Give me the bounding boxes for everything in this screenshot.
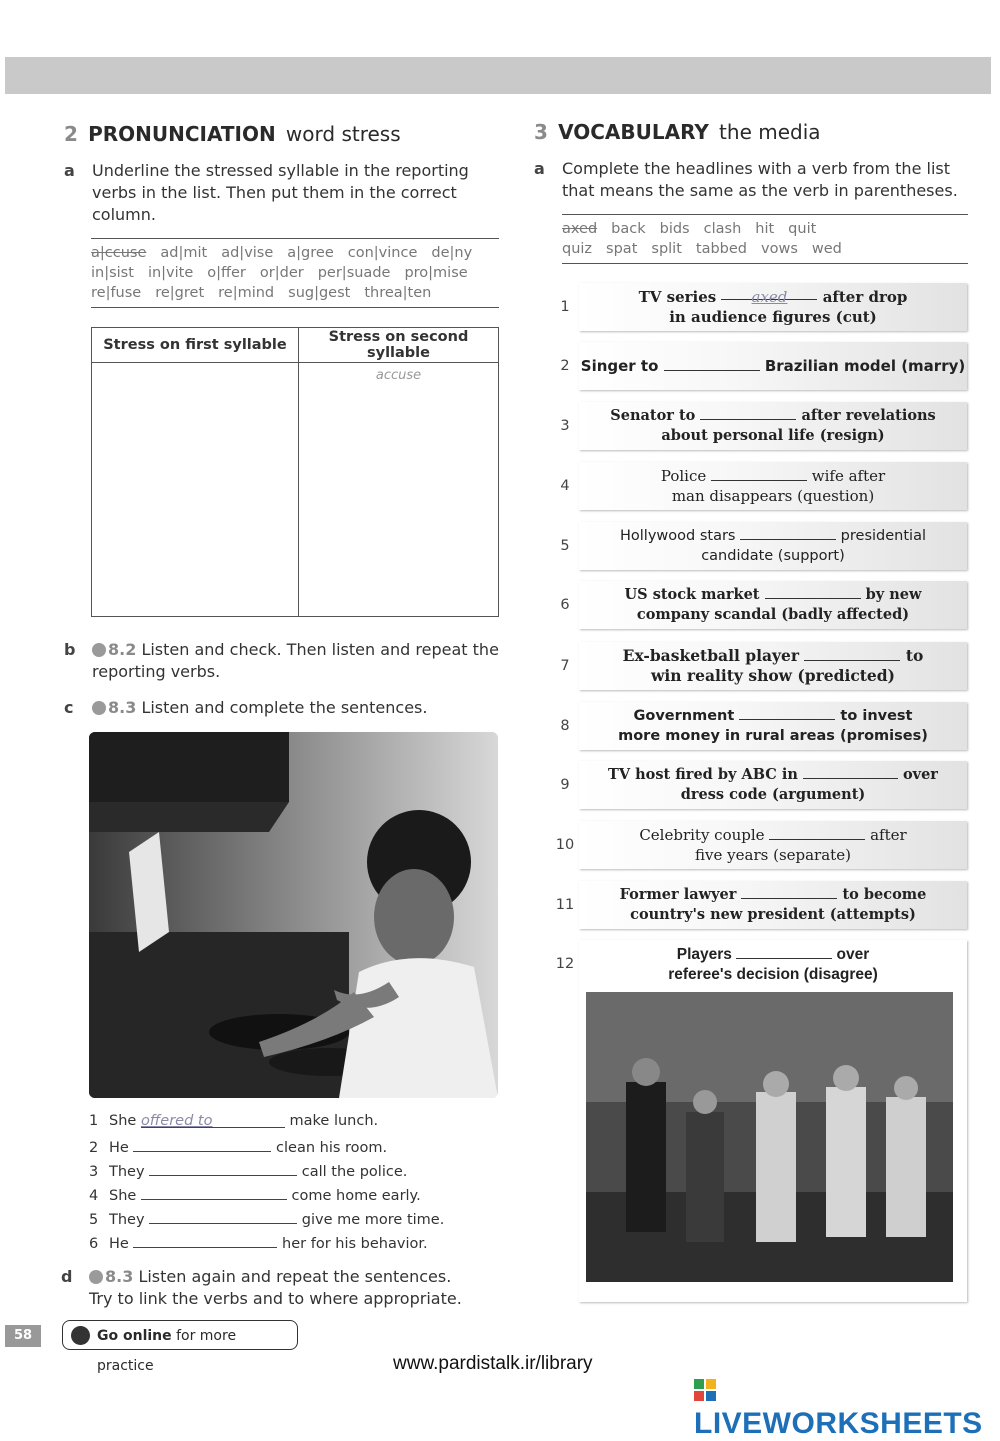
site-url[interactable]: www.pardistalk.ir/library	[393, 1353, 593, 1374]
headline-blank[interactable]	[739, 707, 835, 720]
instruction-2c	[64, 697, 502, 719]
example-word: accuse	[375, 368, 422, 383]
headline-end: Brazilian model (marry)	[759, 357, 966, 375]
cooking-photo	[89, 732, 498, 1098]
headline-blank[interactable]	[700, 407, 796, 420]
section-number: 3	[534, 120, 548, 144]
headline-number: 12	[555, 956, 575, 972]
item-letter: c	[64, 698, 74, 717]
go-online-button[interactable]	[62, 1320, 298, 1374]
verb-word[interactable]: a|ccuse	[91, 245, 147, 261]
sentence-item	[89, 1161, 444, 1185]
verb-word[interactable]: per|suade	[317, 265, 391, 281]
headline-line2: win reality show (predicted)	[651, 666, 895, 685]
col-first-syllable: Stress on first syllable	[92, 328, 299, 363]
item-letter: a	[64, 161, 75, 180]
verb-word[interactable]: or|der	[259, 265, 304, 281]
answer-blank[interactable]	[141, 1113, 285, 1128]
headline-card	[579, 642, 967, 690]
headline-blank[interactable]	[803, 766, 898, 779]
headline-card	[579, 761, 967, 809]
verb-word[interactable]: sug|gest	[288, 285, 351, 301]
football-photo	[586, 992, 953, 1282]
section-subtitle: word stress	[285, 122, 401, 146]
instruction-3a	[534, 158, 962, 202]
instruction-2a	[64, 160, 492, 226]
section-number: 2	[64, 122, 78, 146]
answer-blank[interactable]	[149, 1209, 297, 1224]
liveworksheets-icon	[694, 1379, 716, 1401]
col-second-syllable: Stress on second syllable	[299, 328, 499, 363]
headline-start: Hollywood stars	[620, 528, 741, 544]
section-subtitle: the media	[719, 120, 821, 144]
sentence-subject: She	[109, 1188, 141, 1204]
headline-number: 10	[555, 837, 575, 853]
go-online-label: Go online	[97, 1328, 172, 1344]
media-verb-word[interactable]: quit	[788, 221, 817, 237]
media-verbs-list	[562, 214, 968, 264]
headline-end: after revelations	[796, 407, 936, 424]
instruction-text: Listen and check. Then listen and repeat the reporting verbs.	[92, 640, 499, 681]
headline-card	[579, 402, 967, 450]
audio-icon[interactable]	[92, 643, 106, 657]
headline-number: 6	[560, 597, 570, 613]
sentence-rest: her for his behavior.	[277, 1236, 428, 1252]
media-verb-word[interactable]: quiz	[562, 241, 593, 257]
headline-end: presidential	[836, 528, 926, 544]
sentence-number: 5	[89, 1212, 99, 1228]
headline-card	[579, 462, 967, 510]
headline-card	[579, 522, 967, 570]
headline-start: TV host fired by ABC in	[608, 766, 803, 783]
headline-number: 9	[560, 777, 570, 793]
headline-start: Former lawyer	[619, 886, 742, 903]
woman-cooking-image	[89, 732, 498, 1098]
sentence-subject: He	[109, 1236, 134, 1252]
answer-blank[interactable]	[133, 1137, 271, 1152]
instruction-2d	[61, 1266, 509, 1310]
go-online-suffix: for more practice	[97, 1328, 237, 1374]
instruction-line2: Try to link the verbs and to where appropriate.	[89, 1289, 462, 1308]
instruction-text: Complete the headlines with a verb from the list that means the same as the verb in parentheses.	[562, 159, 958, 200]
headline-start: Government	[633, 708, 740, 724]
sentence-rest: clean his room.	[271, 1140, 388, 1156]
media-verb-word[interactable]: clash	[703, 221, 742, 237]
headline-number: 8	[560, 718, 570, 734]
verb-word[interactable]: a|gree	[287, 245, 334, 261]
sentence-item	[89, 1113, 444, 1137]
audio-track: 8.2	[108, 640, 137, 659]
media-verb-word[interactable]: vows	[761, 241, 798, 257]
headline-start: Police	[660, 467, 711, 485]
headline-line2: dress code (argument)	[680, 786, 866, 803]
top-banner	[5, 57, 991, 94]
audio-track: 8.3	[105, 1267, 134, 1286]
headline-blank[interactable]	[804, 648, 900, 661]
headline-blank[interactable]	[741, 886, 837, 899]
headline-line2: in audience figures (cut)	[669, 308, 877, 326]
headline-start: US stock market	[624, 586, 765, 603]
headline-line2: referee's decision (disagree)	[668, 966, 878, 983]
headline-end: wife after	[806, 467, 886, 485]
headline-start: Ex-basketball player	[622, 646, 805, 665]
answer-blank[interactable]	[141, 1185, 287, 1200]
verb-word[interactable]: o|ffer	[207, 265, 246, 281]
headline-blank[interactable]	[769, 827, 865, 840]
sentence-rest: give me more time.	[297, 1212, 445, 1228]
verb-word[interactable]: re|gret	[155, 285, 205, 301]
headline-start: Singer to	[580, 357, 664, 375]
headline-end: to become	[837, 886, 927, 903]
section-2-heading	[64, 122, 401, 146]
headline-blank[interactable]	[736, 946, 832, 959]
headline-start: Players	[676, 946, 737, 963]
verb-word[interactable]: in|vite	[147, 265, 194, 281]
sentence-subject: He	[109, 1140, 134, 1156]
headline-blank[interactable]	[664, 358, 760, 371]
page-number: 58	[5, 1325, 41, 1347]
headline-blank[interactable]	[711, 468, 807, 481]
cursor-icon	[71, 1326, 90, 1345]
headline-number: 11	[555, 897, 575, 913]
sentence-number: 2	[89, 1140, 99, 1156]
media-verb-word[interactable]: split	[651, 241, 682, 257]
sentence-number: 3	[89, 1164, 99, 1180]
item-letter: b	[64, 640, 76, 659]
headline-end: over	[832, 946, 870, 963]
headline-end: to invest	[835, 708, 913, 724]
instruction-2b	[64, 639, 502, 683]
headline-card	[579, 940, 967, 990]
headline-start: Senator to	[610, 407, 701, 424]
sentence-subject: They	[109, 1164, 150, 1180]
headline-end: to	[900, 646, 924, 665]
sentence-item	[89, 1137, 444, 1161]
instruction-text: Listen and complete the sentences.	[141, 698, 428, 717]
headline-blank[interactable]	[721, 287, 817, 306]
headline-line2: more money in rural areas (promises)	[618, 728, 928, 744]
sentence-rest: call the police.	[297, 1164, 408, 1180]
sentence-item	[89, 1185, 444, 1209]
answer-blank[interactable]	[149, 1161, 297, 1176]
media-verb-word[interactable]: wed	[811, 241, 842, 257]
headline-line2: about personal life (resign)	[661, 427, 885, 444]
reporting-verbs-list	[91, 238, 499, 308]
section-3-heading	[534, 120, 821, 144]
sentence-number: 6	[89, 1236, 99, 1252]
headline-card	[579, 342, 967, 390]
verb-word[interactable]: threa|ten	[364, 285, 432, 301]
liveworksheets-logo	[694, 1373, 1000, 1441]
second-syllable-cell[interactable]	[299, 363, 499, 617]
answer-blank[interactable]	[133, 1233, 277, 1248]
example-answer: offered to	[140, 1113, 213, 1129]
sentence-rest: come home early.	[286, 1188, 421, 1204]
media-verb-word[interactable]: tabbed	[695, 241, 748, 257]
headline-line2: country's new president (attempts)	[630, 906, 916, 923]
item-letter: d	[61, 1267, 73, 1286]
players-referee-image	[586, 992, 953, 1282]
headline-card	[579, 283, 967, 331]
verb-word[interactable]: de|ny	[431, 245, 473, 261]
headline-start: TV series	[638, 288, 722, 306]
audio-icon[interactable]	[89, 1270, 103, 1284]
headline-blank[interactable]	[765, 586, 861, 599]
headline-card	[579, 581, 967, 629]
sentence-number: 1	[89, 1113, 99, 1129]
media-verb-word[interactable]: hit	[755, 221, 775, 237]
sentence-item	[89, 1209, 444, 1233]
media-verb-word[interactable]: spat	[606, 241, 638, 257]
headline-card	[579, 821, 967, 869]
headline-number: 5	[560, 538, 570, 554]
stress-table	[91, 327, 499, 617]
headline-end: after	[865, 826, 907, 844]
headline-line2: company scandal (badly affected)	[636, 606, 910, 623]
item-letter: a	[534, 159, 545, 178]
verb-word[interactable]: pro|mise	[404, 265, 468, 281]
verb-word[interactable]: ad|mit	[160, 245, 208, 261]
headline-line2: man disappears (question)	[671, 487, 875, 505]
headline-start: Celebrity couple	[639, 826, 770, 844]
headline-number: 1	[560, 299, 570, 315]
verb-word[interactable]: ad|vise	[221, 245, 274, 261]
example-answer: axed	[751, 288, 788, 306]
headline-number: 3	[560, 418, 570, 434]
headline-number: 7	[560, 658, 570, 674]
brand-name: LIVEWORKSHEETS	[694, 1407, 983, 1440]
headline-number: 4	[560, 478, 570, 494]
instruction-text: Underline the stressed syllable in the reporting verbs in the list. Then put them in the correct column.	[92, 161, 469, 224]
headline-line2: candidate (support)	[701, 548, 845, 564]
sentence-number: 4	[89, 1188, 99, 1204]
verb-word[interactable]: re|fuse	[91, 285, 142, 301]
section-title: PRONUNCIATION	[88, 122, 276, 146]
audio-track: 8.3	[108, 698, 137, 717]
headline-end: after drop	[817, 288, 908, 306]
instruction-line1: Listen again and repeat the sentences.	[138, 1267, 452, 1286]
sentence-subject: They	[109, 1212, 150, 1228]
sentence-subject: She	[109, 1113, 141, 1129]
headline-number: 2	[560, 358, 570, 374]
headline-card	[579, 702, 967, 750]
audio-icon[interactable]	[92, 701, 106, 715]
section-title: VOCABULARY	[558, 120, 709, 144]
media-verb-word[interactable]: bids	[659, 221, 690, 237]
media-verb-word[interactable]: axed	[562, 221, 598, 237]
headline-card	[579, 881, 967, 929]
verb-word[interactable]: re|mind	[218, 285, 275, 301]
sentence-list	[89, 1113, 444, 1257]
headline-end: by new	[860, 586, 922, 603]
headline-end: over	[897, 766, 938, 783]
headline-line2: five years (separate)	[695, 846, 851, 864]
media-verb-word[interactable]: back	[611, 221, 646, 237]
first-syllable-cell[interactable]	[92, 363, 299, 617]
sentence-rest: make lunch.	[284, 1113, 379, 1129]
verb-word[interactable]: in|sist	[91, 265, 134, 281]
headline-blank[interactable]	[740, 527, 836, 540]
sentence-item	[89, 1233, 444, 1257]
verb-word[interactable]: con|vince	[347, 245, 418, 261]
